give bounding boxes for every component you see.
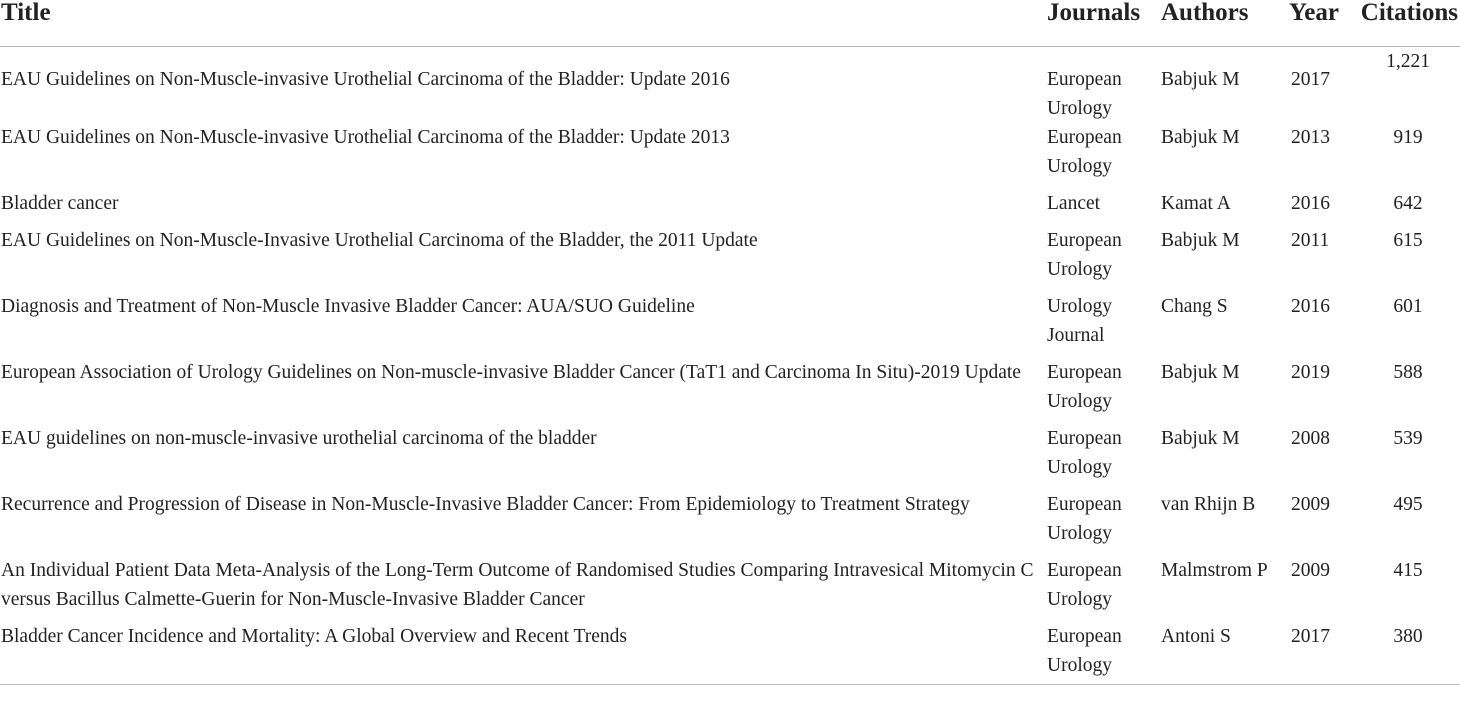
cell-title: Bladder Cancer Incidence and Mortality: A Global Overview and Recent Trends bbox=[0, 622, 1046, 685]
table-row bbox=[0, 123, 1460, 189]
cell-year: 2009 bbox=[1291, 560, 1330, 581]
cell-year: 2013 bbox=[1291, 127, 1330, 148]
table-row bbox=[0, 622, 1460, 685]
cell-title: EAU Guidelines on Non-Muscle-Invasive Urothelial Carcinoma of the Bladder, the 2011 Update bbox=[1, 230, 758, 251]
table-header bbox=[0, 0, 1460, 47]
table-row bbox=[0, 47, 1460, 124]
table-row bbox=[0, 189, 1460, 226]
cell-citations: 588 bbox=[1393, 362, 1423, 383]
table-row bbox=[0, 490, 1460, 556]
cell-citations: 495 bbox=[1393, 494, 1423, 515]
cell-year: 2011 bbox=[1291, 230, 1330, 251]
cell-journal: European Urology bbox=[1047, 127, 1122, 177]
table-row bbox=[0, 226, 1460, 292]
cell-year: 2016 bbox=[1291, 296, 1330, 317]
cell-title: Diagnosis and Treatment of Non-Muscle Invasive Bladder Cancer: AUA/SUO Guideline bbox=[1, 296, 695, 317]
cell-title: Recurrence and Progression of Disease in Non-Muscle-Invasive Bladder Cancer: From Epidemiology to Treatment Strategy bbox=[1, 494, 970, 515]
cell-citations: 615 bbox=[1393, 230, 1423, 251]
cell-title: An Individual Patient Data Meta-Analysis of the Long-Term Outcome of Randomised Studies Comparing Intravesical Mitomycin C versus Bacillus Calmette-Guerin for Non-Muscle-Invasive Bladder Cancer bbox=[1, 560, 1034, 610]
cell-journal: European Urology bbox=[1047, 69, 1122, 119]
cell-citations: 415 bbox=[1393, 560, 1423, 581]
cell-title: European Association of Urology Guidelines on Non-muscle-invasive Bladder Cancer (TaT1 and Carcinoma In Situ)-2019 Update bbox=[1, 362, 1021, 383]
cell-author: Malmstrom P bbox=[1161, 560, 1268, 581]
table-row bbox=[0, 358, 1460, 424]
cell-journal: European Urology bbox=[1047, 428, 1122, 478]
cell-citations: 1,221 bbox=[1386, 51, 1430, 72]
cell-journal: Urology Journal bbox=[1047, 296, 1112, 346]
table-row bbox=[0, 292, 1460, 358]
cell-journal: European Urology bbox=[1047, 494, 1122, 544]
header-row bbox=[0, 0, 1460, 47]
cell-year: 2017 bbox=[1288, 622, 1356, 685]
cell-author: Babjuk M bbox=[1161, 127, 1240, 148]
cell-author: Babjuk M bbox=[1161, 362, 1240, 383]
cell-citations: 642 bbox=[1393, 193, 1423, 214]
cell-author: Antoni S bbox=[1160, 622, 1288, 685]
cell-title: EAU Guidelines on Non-Muscle-invasive Urothelial Carcinoma of the Bladder: Update 2013 bbox=[1, 127, 730, 148]
cell-title: Bladder cancer bbox=[1, 193, 119, 214]
cell-author: Babjuk M bbox=[1161, 69, 1240, 90]
cell-citations: 539 bbox=[1393, 428, 1423, 449]
cell-author: Babjuk M bbox=[1161, 230, 1240, 251]
cell-journal: European Urology bbox=[1047, 362, 1122, 412]
cell-author: Kamat A bbox=[1161, 193, 1231, 214]
cell-year: 2008 bbox=[1291, 428, 1330, 449]
cell-year: 2017 bbox=[1291, 69, 1330, 90]
table-body bbox=[0, 47, 1460, 685]
cell-journal: European Urology bbox=[1047, 230, 1122, 280]
cell-citations: 380 bbox=[1356, 622, 1460, 685]
cell-title: EAU guidelines on non-muscle-invasive urothelial carcinoma of the bladder bbox=[1, 428, 597, 449]
cell-journal: Lancet bbox=[1047, 193, 1101, 214]
table-row bbox=[0, 424, 1460, 490]
cell-author: Chang S bbox=[1161, 296, 1228, 317]
table-row bbox=[0, 556, 1460, 622]
cell-year: 2009 bbox=[1291, 494, 1330, 515]
header-year: Year bbox=[1288, 0, 1356, 47]
cell-year: 2016 bbox=[1291, 193, 1330, 214]
header-citations: Citations bbox=[1356, 0, 1460, 47]
cell-journal: European Urology bbox=[1046, 622, 1160, 685]
cell-year: 2019 bbox=[1291, 362, 1330, 383]
header-journals: Journals bbox=[1046, 0, 1160, 47]
cell-author: van Rhijn B bbox=[1161, 494, 1256, 515]
header-authors: Authors bbox=[1160, 0, 1288, 47]
cell-citations: 601 bbox=[1393, 296, 1423, 317]
header-title: Title bbox=[0, 0, 1046, 47]
cell-citations: 919 bbox=[1393, 127, 1423, 148]
cell-journal: European Urology bbox=[1047, 560, 1122, 610]
cell-title: EAU Guidelines on Non-Muscle-invasive Urothelial Carcinoma of the Bladder: Update 2016 bbox=[1, 69, 730, 90]
cell-author: Babjuk M bbox=[1161, 428, 1240, 449]
